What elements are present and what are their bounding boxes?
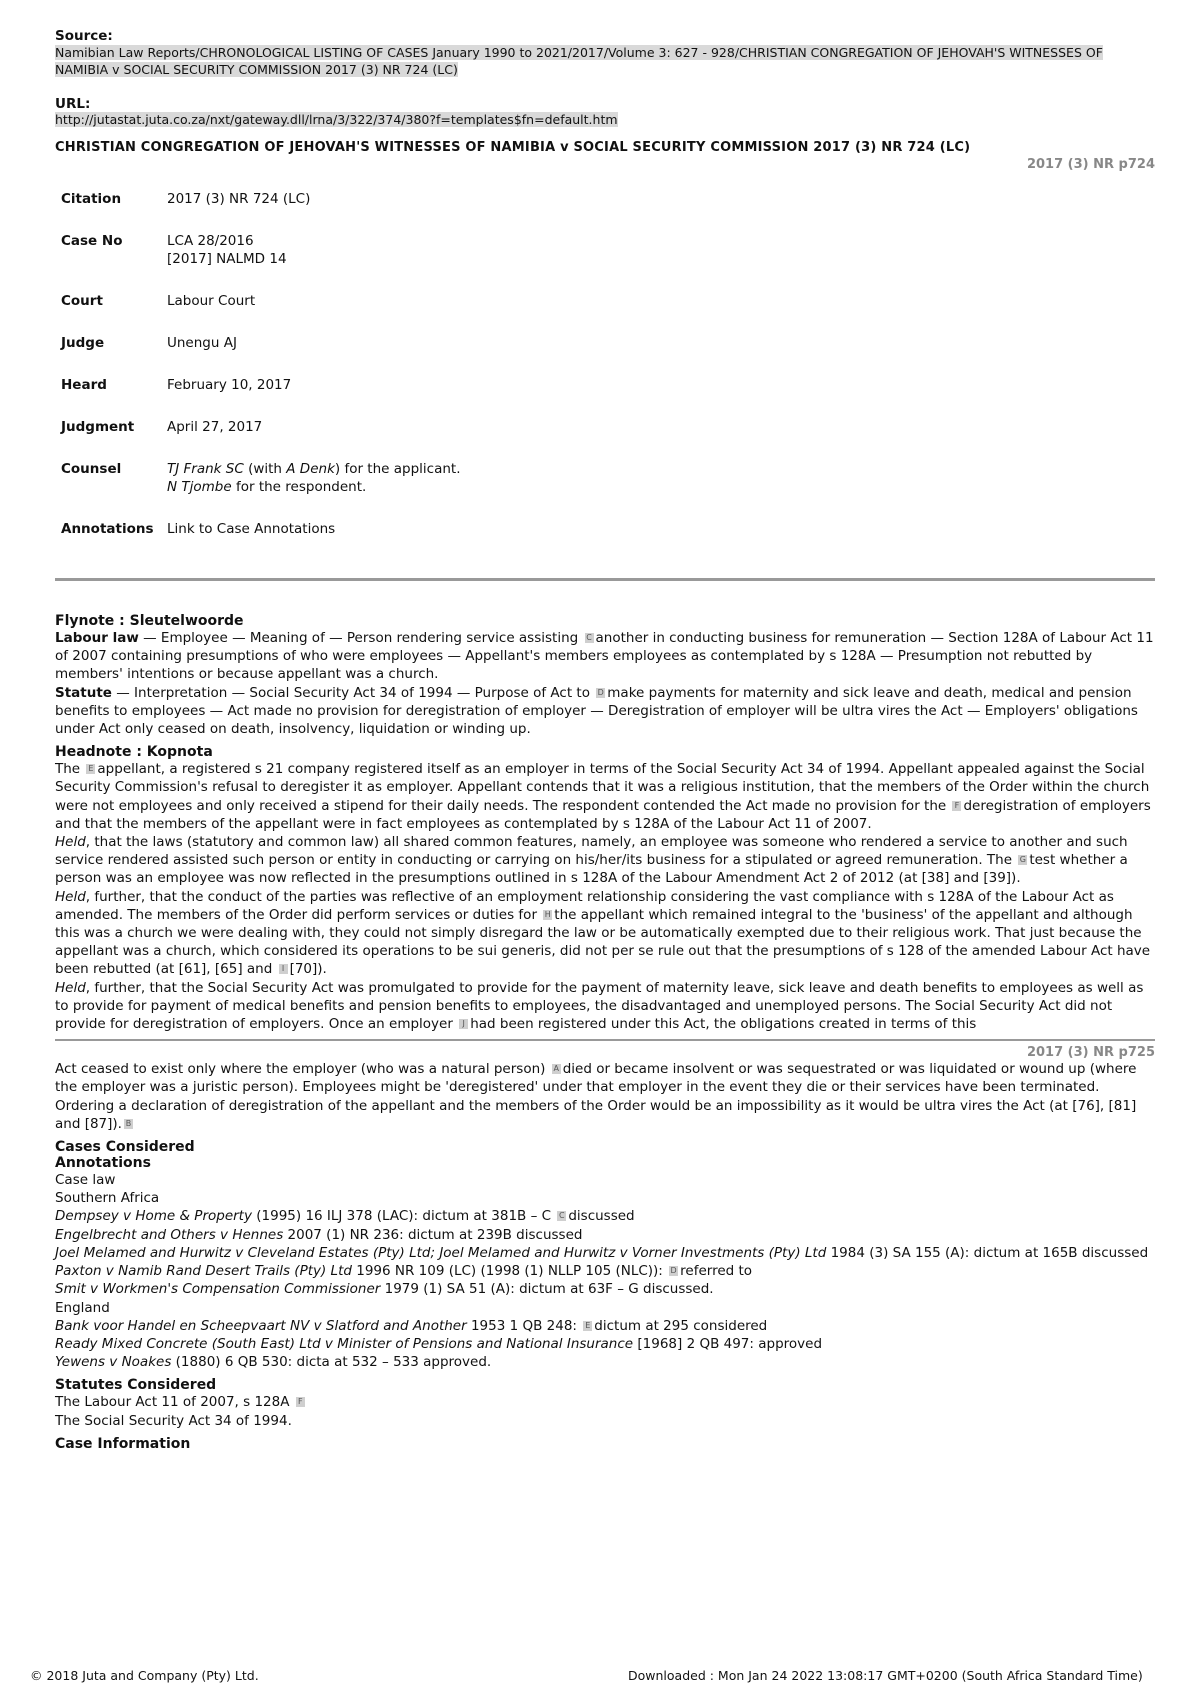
headnote-para-5: Act ceased to exist only where the employer (who was a natural person) A died or became insolvent or was sequestrated or was liquidated or wound up (where the employer was a juristic person). Employees might be 'deregistered' under that employer in the event they die or their services have been terminated. Ordering a declaration of deregistration of the appellant and the members of the Order would be an impossibility as it would be ultra vires the Act (at [76], [81] and [87]). B <box>55 1061 1137 1132</box>
statutes-considered-heading: Statutes Considered <box>55 1377 217 1394</box>
flynote-heading: Flynote : Sleutelwoorde <box>55 613 244 629</box>
footer-downloaded: Downloaded : Mon Jan 24 2022 13:08:17 GMT+0200 (South Africa Standard Time) <box>628 1668 1143 1683</box>
case-item: Dempsey v Home & Property (1995) 16 ILJ 378 (LAC): dictum at 381B – C C discussed <box>55 1208 635 1225</box>
margin-marker: I <box>279 964 288 974</box>
statute-item: The Labour Act 11 of 2007, s 128A F <box>55 1393 1155 1411</box>
annotations-heading: Annotations <box>55 1155 151 1172</box>
document-page <box>55 28 1155 1452</box>
annotations-link[interactable]: Link to Case Annotations <box>167 521 336 537</box>
margin-marker: E <box>585 1320 591 1330</box>
case-information-heading: Case Information <box>55 1435 191 1452</box>
flynote-statute: Statute — Interpretation — Social Security Act 34 of 1994 — Purpose of Act to D make payments for maternity and sick leave and death, medical and pension benefits to employees — Act made no provision for deregistration of employer — Deregistration of employer will be ultra vires the Act — Employers' obligations under Act only ceased on death, insolvency, liquidation or winding up. <box>55 684 1138 738</box>
case-item: Bank voor Handel en Scheepvaart NV v Slatford and Another 1953 1 QB 248: E dictum at 295 considered <box>55 1317 768 1334</box>
court-value: Labour Court <box>167 293 256 309</box>
footer-copyright: © 2018 Juta and Company (Pty) Ltd. <box>30 1668 259 1683</box>
case-item: Yewens v Noakes (1880) 6 QB 530: dicta at 532 – 533 approved. <box>55 1354 492 1371</box>
headnote-heading: Headnote : Kopnota <box>55 744 213 761</box>
counsel-respondent: N Tjombe for the respondent. <box>167 479 367 495</box>
statute-item: The Social Security Act 34 of 1994. <box>55 1412 292 1429</box>
case-item: Ready Mixed Concrete (South East) Ltd v Minister of Pensions and National Insurance [1968] 2 QB 497: approved <box>55 1335 823 1352</box>
judge-key: Judge <box>61 335 105 351</box>
headnote-para-3: Held, further, that the conduct of the parties was reflective of an employment relationship considering the vast compliance with s 128A of the Labour Act as amended. The members of the Order did perform services or duties for H the appellant which remained integral to the 'business' of the appellant and although this was a church we were dealing with, they could not simply disregard the law or be automatically exempted due to their religious work. That just because the appellant was a church, which considered its operations to be sui generis, did not per se rule out that the presumptions of s 128 of the amended Labour Act have been rebutted (at [61], [65] and I [70]). <box>55 888 1151 978</box>
citation-value: 2017 (3) NR 724 (LC) <box>167 191 311 207</box>
case-item: Joel Melamed and Hurwitz v Cleveland Estates (Pty) Ltd; Joel Melamed and Hurwitz v Vorner Investments (Pty) Ltd 1984 (3) SA 155 (A): dictum at 165B discussed <box>55 1244 1149 1261</box>
england-label: England <box>55 1299 110 1316</box>
margin-marker: D <box>597 687 604 697</box>
judgment-value: April 27, 2017 <box>167 419 263 435</box>
margin-marker: A <box>553 1064 559 1074</box>
caseno-value-2: [2017] NALMD 14 <box>167 251 287 267</box>
margin-marker: F <box>296 1397 305 1407</box>
counsel-applicant: TJ Frank SC (with A Denk) for the applicant. <box>167 461 461 477</box>
headnote-para-4: Held, further, that the Social Security Act was promulgated to provide for the payment of maternity leave, sick leave and death benefits to employees as well as to provide for payment of medical benefits and pension benefits to employees, the disadvantaged and unemployed persons. The Social Security Act did not provide for deregistration of employers. Once an employer J had been registered under this Act, the obligations created in terms of this <box>55 979 1144 1033</box>
margin-marker: H <box>544 909 551 919</box>
court-key: Court <box>61 293 103 309</box>
case-law-label: Case law <box>55 1172 116 1189</box>
margin-marker: E <box>88 764 94 774</box>
case-item: Paxton v Namib Rand Desert Trails (Pty) Ltd 1996 NR 109 (LC) (1998 (1) NLLP 105 (NLC)): D referred to <box>55 1263 753 1280</box>
margin-marker: F <box>952 801 961 811</box>
margin-marker: C <box>586 633 592 642</box>
page-reference-725: 2017 (3) NR p725 <box>1026 1045 1155 1061</box>
url-link[interactable]: http://jutastat.juta.co.za/nxt/gateway.dll/lrna/3/322/374/380?f=templates$fn=default.htm <box>55 112 618 127</box>
flynote-labour-law: Labour law — Employee — Meaning of — Person rendering service assisting C another in conducting business for remuneration — Section 128A of Labour Act 11 of 2007 containing presumptions of who were employees — Appellant's members employees as contemplated by s 128A — Presumption not rebutted by members' intentions or because appellant was a church. <box>55 630 1154 683</box>
counsel-key: Counsel <box>61 461 122 477</box>
judge-value: Unengu AJ <box>167 335 237 351</box>
heard-value: February 10, 2017 <box>167 377 292 393</box>
case-item: Engelbrecht and Others v Hennes 2007 (1) NR 236: dictum at 239B discussed <box>55 1226 583 1243</box>
margin-marker: C <box>559 1211 565 1221</box>
cases-considered-heading: Cases Considered <box>55 1139 195 1156</box>
margin-marker: J <box>459 1019 468 1029</box>
case-item: Smit v Workmen's Compensation Commissioner 1979 (1) SA 51 (A): dictum at 63F – G discussed. <box>55 1281 714 1298</box>
headnote-para-2: Held, that the laws (statutory and common law) all shared common features, namely, an employee was someone who rendered a service to another and such service rendered assisted such person or entity in conducting or carrying on his/her/its business for a stipulated or agreed remuneration. The G test whether a person was an employee was now reflected in the presumptions outlined in s 128A of the Labour Amendment Act 2 of 2012 (at [38] and [39]). <box>55 834 1128 887</box>
annotations-key: Annotations <box>61 521 154 537</box>
source-text: Namibian Law Reports/CHRONOLOGICAL LISTING OF CASES January 1990 to 2021/2017/Volume 3: 627 - 928/CHRISTIAN CONGREGATION OF JEHOVAH'S WITNESSES OF NAMIBIA v SOCIAL SECURITY COMMISSION 2017 (3) NR 724 (LC) <box>55 45 1103 77</box>
heard-key: Heard <box>61 377 107 393</box>
url-label: URL: <box>55 96 91 112</box>
caseno-value-1: LCA 28/2016 <box>167 233 254 249</box>
page-reference-724: 2017 (3) NR p724 <box>1026 157 1155 172</box>
section-divider <box>55 578 1155 581</box>
headnote-para-1: The E appellant, a registered s 21 company registered itself as an employer in terms of the Social Security Act 34 of 1994. Appellant appealed against the Social Security Commission's refusal to deregister it as employer. Appellant contends that it was a religious institution, that the members of the Order within the church were not employees and only received a stipend for their daily needs. The respondent contended the Act made no provision for the F deregistration of employers and that the members of the appellant were in fact employees as contemplated by s 128A of the Labour Act 11 of 2007. <box>55 761 1151 832</box>
case-metadata-table <box>61 190 461 562</box>
southern-africa-label: Southern Africa <box>55 1190 160 1207</box>
margin-marker: G <box>1019 855 1026 865</box>
margin-marker: D <box>670 1266 677 1276</box>
citation-key: Citation <box>61 191 122 207</box>
source-label: Source: <box>55 28 113 44</box>
caseno-key: Case No <box>61 233 123 249</box>
judgment-key: Judgment <box>61 419 135 435</box>
page-break-divider <box>55 1039 1155 1041</box>
margin-marker: B <box>125 1118 132 1128</box>
case-title: CHRISTIAN CONGREGATION OF JEHOVAH'S WITNESSES OF NAMIBIA v SOCIAL SECURITY COMMISSION 2017 (3) NR 724 (LC) <box>55 140 971 155</box>
